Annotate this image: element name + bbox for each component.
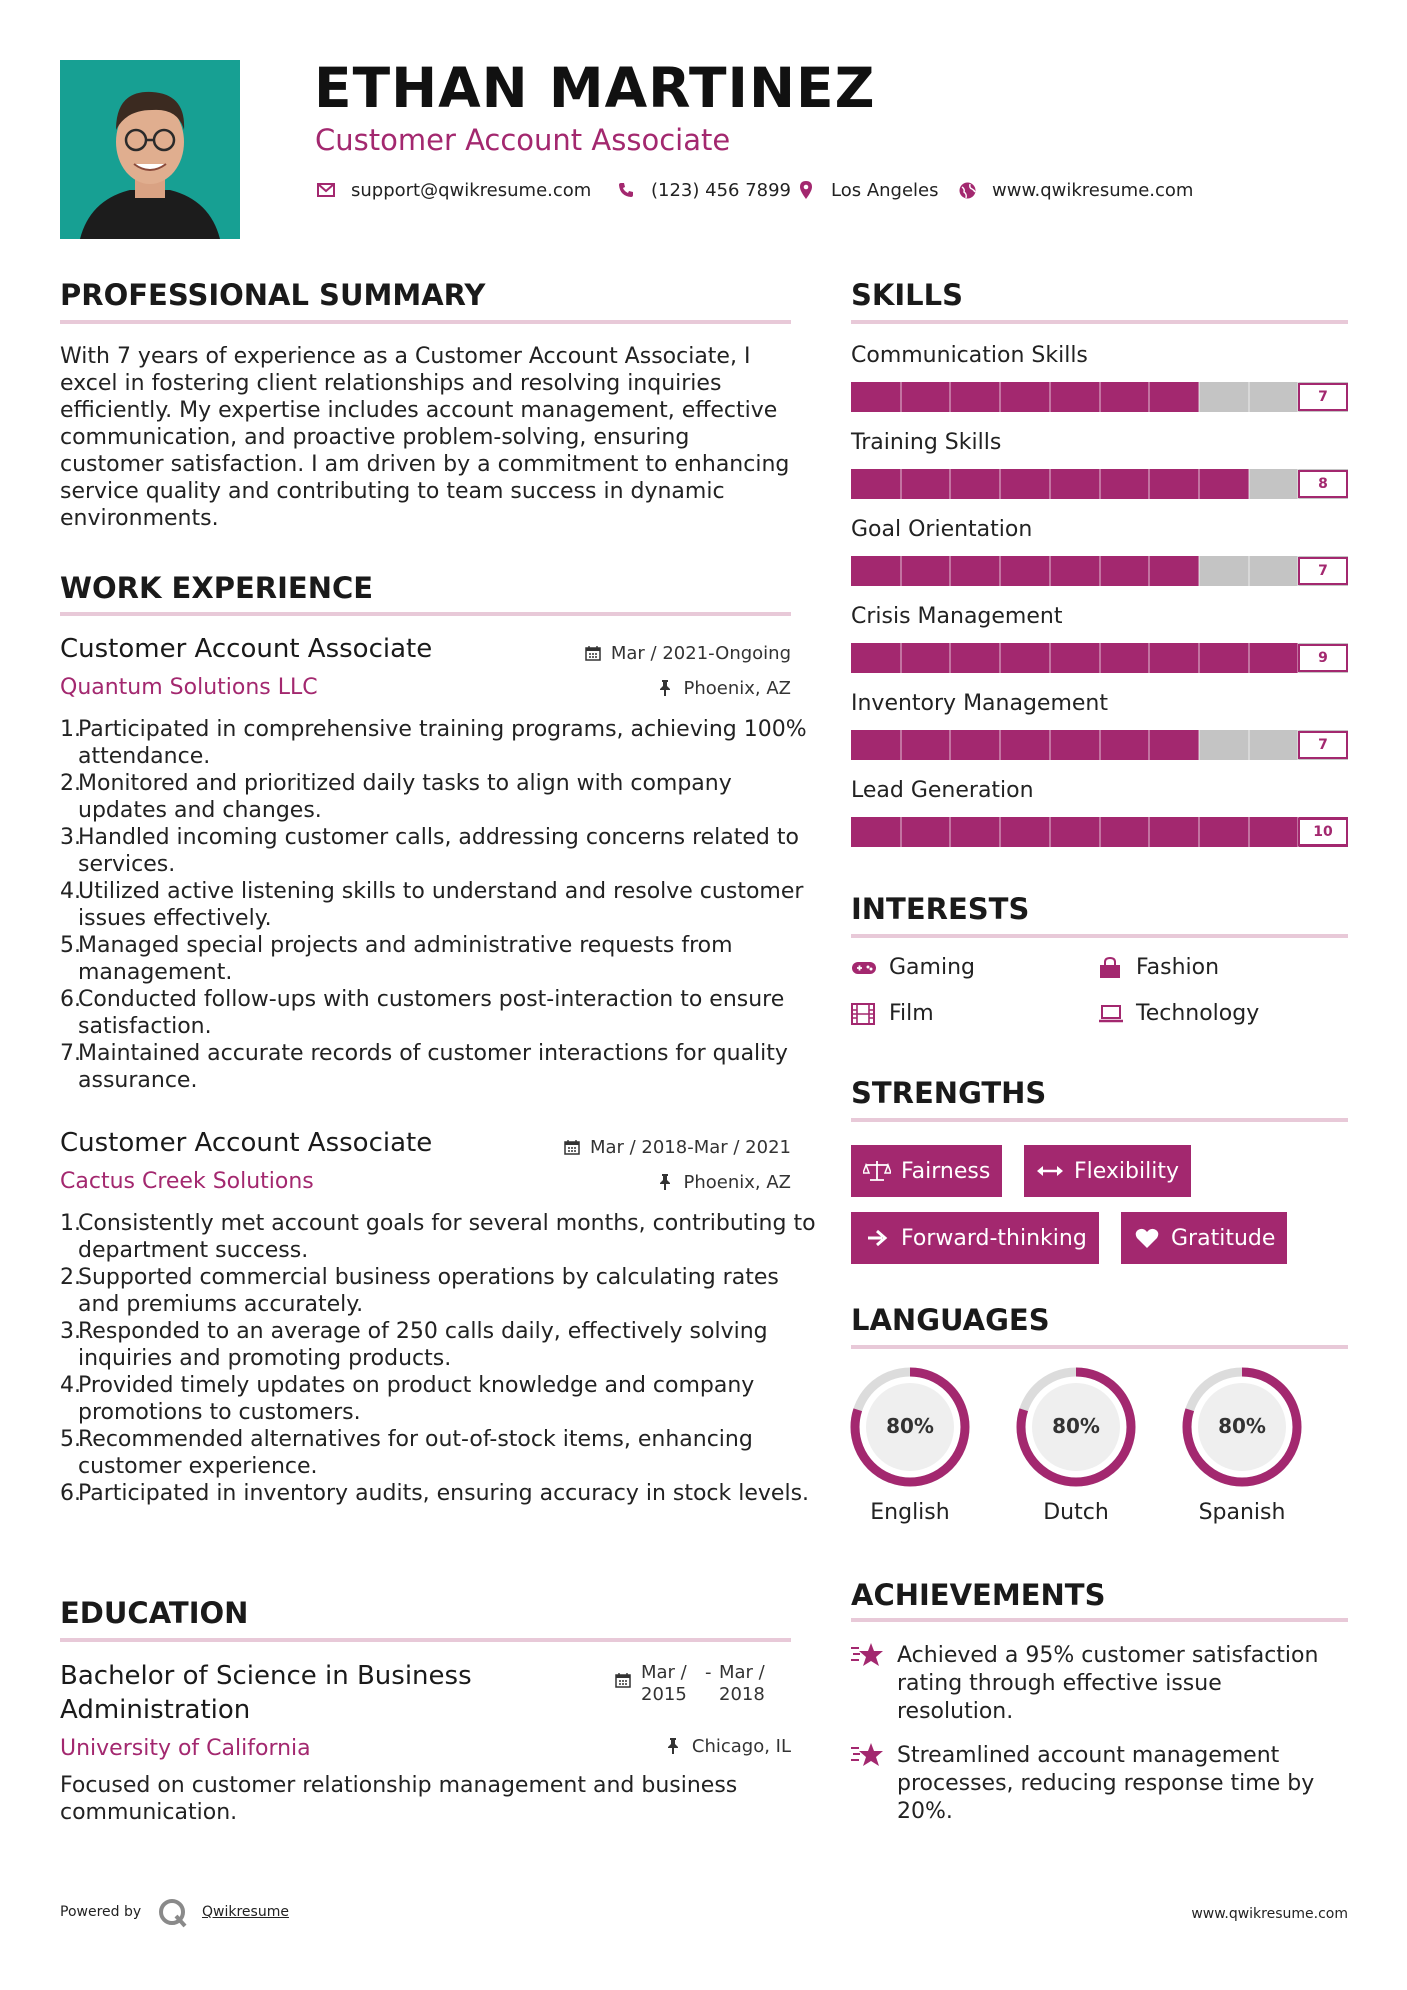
- language-ring: [1180, 1365, 1304, 1489]
- skill-bar-divider: [1049, 643, 1051, 673]
- skill-bar-divider: [1049, 817, 1051, 847]
- skill-bar-divider: [1099, 730, 1101, 760]
- languages-divider: [851, 1345, 1348, 1349]
- language-ring: [848, 1365, 972, 1489]
- achievement-text: Achieved a 95% customer satisfaction rating through effective issue resolution.: [897, 1643, 1319, 1724]
- skill-bar-divider: [999, 817, 1001, 847]
- skill-bar-divider: [1148, 469, 1150, 499]
- job-title: Customer Account Associate: [60, 634, 433, 664]
- job-location-text: Phoenix, AZ: [683, 1172, 791, 1193]
- skill-level-badge: 7: [1298, 731, 1348, 759]
- list-item: 5. Managed special projects and administrative requests from management.: [60, 933, 733, 985]
- list-item: 3. Responded to an average of 250 calls daily, effectively solving inquiries and promoting products.: [60, 1319, 768, 1371]
- summary-divider: [60, 320, 791, 324]
- skill-bar-divider: [1049, 382, 1051, 412]
- language-label: Spanish: [1198, 1500, 1286, 1525]
- education-dates: [615, 1662, 779, 1706]
- strength-tag: [851, 1145, 1002, 1197]
- job-location: [658, 1172, 792, 1193]
- skill-bar-divider: [949, 643, 951, 673]
- skill-label: Inventory Management: [851, 691, 1108, 716]
- skill-bar-divider: [999, 556, 1001, 586]
- contact-location-text: Los Angeles: [831, 179, 939, 201]
- contact-email[interactable]: [315, 179, 591, 201]
- skill-bar-divider: [1099, 817, 1101, 847]
- strength-tag: [1121, 1212, 1287, 1264]
- skill-level-badge: 9: [1298, 644, 1348, 672]
- interest-label: Film: [889, 1001, 934, 1026]
- skill-bar-divider: [900, 817, 902, 847]
- language-percent: 80%: [886, 1414, 934, 1438]
- interest-label: Technology: [1136, 1001, 1260, 1026]
- languages-heading: LANGUAGES: [851, 1303, 1050, 1337]
- skill-bar-divider: [1049, 730, 1051, 760]
- skill-bar-divider: [1099, 382, 1101, 412]
- list-item: 2. Monitored and prioritized daily tasks to align with company updates and changes.: [60, 771, 732, 823]
- skill-bar-divider: [1148, 817, 1150, 847]
- education-date-from: Mar / 2015: [641, 1662, 687, 1705]
- interests-heading: INTERESTS: [851, 892, 1030, 926]
- map-pin-icon: [795, 179, 817, 201]
- list-item: 2. Supported commercial business operations by calculating rates and premiums accurately.: [60, 1265, 779, 1317]
- pin-icon: [658, 680, 676, 698]
- interests-divider: [851, 934, 1348, 938]
- skill-bar-divider: [999, 643, 1001, 673]
- list-item: 1. Consistently met account goals for several months, contributing to department success.: [60, 1211, 816, 1263]
- strength-tag: [1024, 1145, 1191, 1197]
- skill-bar-divider: [1148, 643, 1150, 673]
- interest-item: [851, 955, 975, 980]
- skill-bar: [851, 556, 1348, 586]
- strengths-divider: [851, 1118, 1348, 1122]
- skill-bar: [851, 730, 1348, 760]
- list-item: 3. Handled incoming customer calls, addressing concerns related to services.: [60, 825, 799, 877]
- skill-label: Crisis Management: [851, 604, 1063, 629]
- strength-label: Fairness: [901, 1158, 991, 1184]
- pin-icon: [658, 1174, 676, 1192]
- skill-bar-fill: [851, 730, 1199, 760]
- skill-bar: [851, 817, 1348, 847]
- list-item: 1. Participated in comprehensive training programs, achieving 100% attendance.: [60, 717, 807, 769]
- contact-email-text: support@qwikresume.com: [351, 179, 592, 201]
- envelope-icon: [315, 179, 337, 201]
- job-bullets: [60, 1210, 818, 1507]
- education-date-to: Mar / 2018: [719, 1662, 765, 1705]
- interest-label: Fashion: [1136, 955, 1220, 980]
- interest-item: [1098, 1001, 1259, 1026]
- summary-heading: PROFESSIONAL SUMMARY: [60, 278, 486, 312]
- skill-label: Training Skills: [851, 430, 1002, 455]
- skill-bar-divider: [900, 556, 902, 586]
- experience-heading: WORK EXPERIENCE: [60, 571, 374, 605]
- job-bullets: [60, 716, 818, 1094]
- interest-item: [1098, 955, 1219, 980]
- skill-bar-divider: [900, 730, 902, 760]
- strength-label: Forward-thinking: [901, 1225, 1087, 1251]
- skill-bar-divider: [1148, 382, 1150, 412]
- arrows-horizontal-icon: [1036, 1159, 1064, 1183]
- skill-bar-divider: [1099, 643, 1101, 673]
- arrow-right-icon: [863, 1226, 891, 1250]
- contact-website-text: www.qwikresume.com: [992, 179, 1194, 201]
- experience-divider: [60, 612, 791, 616]
- contact-phone-text: (123) 456 7899: [651, 179, 792, 201]
- language-percent: 80%: [1052, 1414, 1100, 1438]
- achievement-item: [851, 1642, 1331, 1726]
- calendar-icon: [615, 1672, 633, 1690]
- skill-label: Goal Orientation: [851, 517, 1033, 542]
- skill-bar-divider: [949, 730, 951, 760]
- skill-label: Lead Generation: [851, 778, 1034, 803]
- education-description: Focused on customer relationship management and business communication.: [60, 1773, 738, 1825]
- job-company: Quantum Solutions LLC: [60, 675, 318, 700]
- job-dates: [564, 1137, 791, 1158]
- film-icon: [851, 1002, 879, 1026]
- strength-tag: [851, 1212, 1099, 1264]
- skill-bar-divider: [1099, 469, 1101, 499]
- skill-bar-divider: [900, 643, 902, 673]
- skill-level-badge: 7: [1298, 383, 1348, 411]
- job-dates-text: Mar / 2021-Ongoing: [610, 643, 791, 664]
- skill-bar-divider: [999, 382, 1001, 412]
- skill-bar-divider: [900, 382, 902, 412]
- skill-bar: [851, 382, 1348, 412]
- skill-bar-divider: [1148, 730, 1150, 760]
- phone-icon: [615, 179, 637, 201]
- skill-bar-divider: [1148, 556, 1150, 586]
- skill-bar-divider: [999, 730, 1001, 760]
- skill-bar-divider: [949, 817, 951, 847]
- job-title: Customer Account Associate: [60, 1128, 433, 1158]
- skill-bar-divider: [1248, 382, 1250, 412]
- laptop-icon: [1098, 1002, 1126, 1026]
- skill-bar-divider: [900, 469, 902, 499]
- skill-bar-fill: [851, 556, 1199, 586]
- language-ring: [1014, 1365, 1138, 1489]
- skill-bar-divider: [1198, 556, 1200, 586]
- achievement-item: [851, 1742, 1331, 1826]
- list-item: 7. Maintained accurate records of customer interactions for quality assurance.: [60, 1041, 788, 1093]
- candidate-name: ETHAN MARTINEZ: [314, 56, 876, 120]
- strengths-heading: STRENGTHS: [851, 1076, 1047, 1110]
- list-item: 4. Provided timely updates on product knowledge and company promotions to customers.: [60, 1373, 755, 1425]
- contact-phone[interactable]: [615, 179, 791, 201]
- skill-bar-divider: [1198, 382, 1200, 412]
- skill-bar: [851, 469, 1348, 499]
- job-company: Cactus Creek Solutions: [60, 1169, 314, 1194]
- powered-by-text: Powered by: [60, 1904, 142, 1920]
- contact-website[interactable]: [956, 179, 1193, 201]
- heart-icon: [1133, 1226, 1161, 1250]
- list-item: 6. Participated in inventory audits, ensuring accuracy in stock levels.: [60, 1481, 810, 1506]
- language-label: Dutch: [1043, 1500, 1109, 1525]
- skill-bar-divider: [1198, 817, 1200, 847]
- interest-item: [851, 1001, 934, 1026]
- interest-label: Gaming: [889, 955, 975, 980]
- list-item: 4. Utilized active listening skills to understand and resolve customer issues effectively.: [60, 879, 804, 931]
- calendar-icon: [564, 1139, 582, 1157]
- skill-bar-divider: [1198, 730, 1200, 760]
- qwikresume-link[interactable]: Qwikresume: [202, 1904, 289, 1920]
- calendar-icon: [585, 645, 603, 663]
- skill-bar-divider: [949, 469, 951, 499]
- skill-bar-divider: [1198, 643, 1200, 673]
- skill-bar-divider: [1248, 556, 1250, 586]
- summary-text: With 7 years of experience as a Customer Account Associate, I excel in fostering client relationships and resolving inquiries efficiently. My expertise includes account management, effective communication, and proactive problem-solving, ensuring customer satisfaction. I am driven by a commitment to enhancing service quality and contributing to team success in dynamic environments.: [60, 344, 790, 531]
- qwikresume-logo-icon: [158, 1898, 188, 1932]
- job-dates-text: Mar / 2018-Mar / 2021: [589, 1137, 791, 1158]
- skills-heading: SKILLS: [851, 278, 963, 312]
- globe-icon: [956, 179, 978, 201]
- star-icon: [851, 1642, 887, 1726]
- degree-title: Bachelor of Science in Business Administration: [60, 1661, 472, 1725]
- achievements-heading: ACHIEVEMENTS: [851, 1578, 1106, 1612]
- education-location-text: Chicago, IL: [691, 1736, 791, 1757]
- list-item: 5. Recommended alternatives for out-of-stock items, enhancing customer experience.: [60, 1427, 753, 1479]
- skill-bar: [851, 643, 1348, 673]
- achievement-text: Streamlined account management processes, reducing response time by 20%.: [897, 1743, 1315, 1824]
- language-label: English: [870, 1500, 950, 1525]
- skill-bar-divider: [1198, 469, 1200, 499]
- skill-bar-divider: [1248, 643, 1250, 673]
- skill-bar-divider: [1248, 730, 1250, 760]
- skill-level-badge: 7: [1298, 557, 1348, 585]
- shopping-bag-icon: [1098, 956, 1126, 980]
- language-percent: 80%: [1218, 1414, 1266, 1438]
- skill-label: Communication Skills: [851, 343, 1088, 368]
- contact-location: [795, 179, 939, 201]
- job-dates: [585, 643, 791, 664]
- skill-bar-divider: [1099, 556, 1101, 586]
- skill-bar-divider: [1049, 556, 1051, 586]
- education-heading: EDUCATION: [60, 1596, 249, 1630]
- balance-scale-icon: [863, 1159, 891, 1183]
- skill-bar-divider: [949, 382, 951, 412]
- footer-website[interactable]: www.qwikresume.com: [1191, 1906, 1348, 1922]
- profile-photo: [60, 60, 240, 239]
- education-divider: [60, 1638, 791, 1642]
- skill-bar-divider: [1248, 469, 1250, 499]
- skill-level-badge: 10: [1298, 818, 1348, 846]
- skill-bar-divider: [999, 469, 1001, 499]
- star-icon: [851, 1742, 887, 1826]
- skills-divider: [851, 320, 1348, 324]
- skill-bar-divider: [1248, 817, 1250, 847]
- list-item: 6. Conducted follow-ups with customers post-interaction to ensure satisfaction.: [60, 987, 785, 1039]
- date-separator: -: [705, 1662, 712, 1683]
- strength-label: Flexibility: [1074, 1158, 1179, 1184]
- candidate-title: Customer Account Associate: [315, 123, 731, 157]
- job-location: [658, 678, 792, 699]
- skill-level-badge: 8: [1298, 470, 1348, 498]
- strength-label: Gratitude: [1171, 1225, 1276, 1251]
- education-location: [666, 1736, 791, 1757]
- skill-bar-fill: [851, 382, 1199, 412]
- skill-bar-fill: [851, 643, 1298, 673]
- job-location-text: Phoenix, AZ: [683, 678, 791, 699]
- skill-bar-divider: [949, 556, 951, 586]
- achievements-divider: [851, 1618, 1348, 1622]
- gamepad-icon: [851, 956, 879, 980]
- skill-bar-divider: [1049, 469, 1051, 499]
- school-name: University of California: [60, 1736, 311, 1761]
- pin-icon: [666, 1738, 684, 1756]
